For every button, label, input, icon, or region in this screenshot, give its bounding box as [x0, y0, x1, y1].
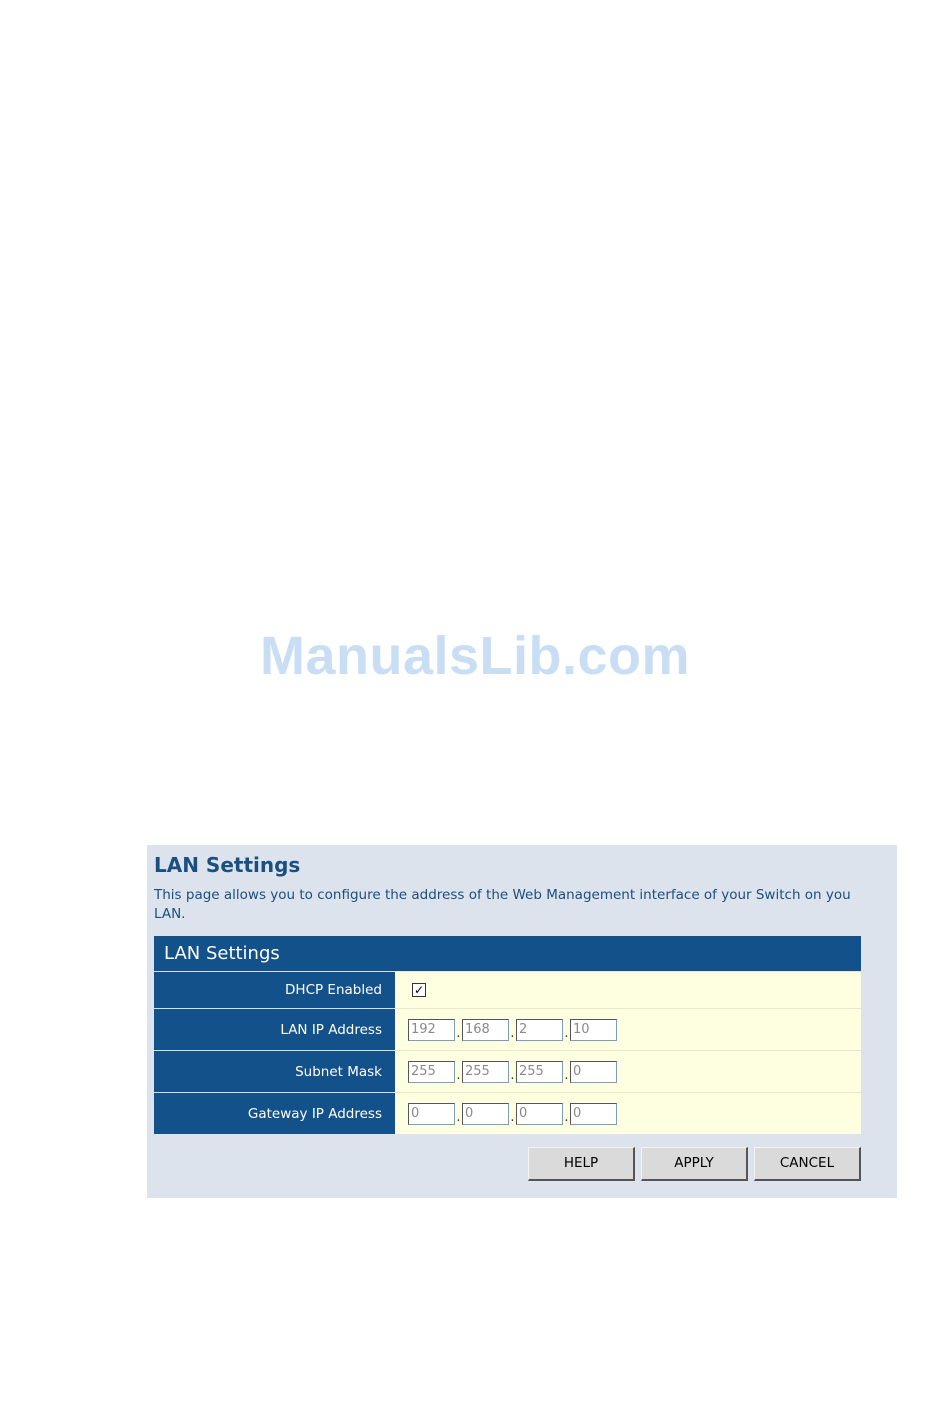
gateway-octet-2[interactable]: 0 [462, 1103, 509, 1125]
octet-separator: . [456, 1110, 461, 1125]
dhcp-value [395, 971, 861, 1008]
watermark: ManualsLib.com [259, 626, 691, 686]
subnet-label: Subnet Mask [154, 1050, 395, 1092]
lan-ip-octet-4[interactable]: 10 [570, 1019, 617, 1041]
lan-ip-octet-1[interactable]: 192 [408, 1019, 455, 1041]
dhcp-row [154, 971, 861, 1008]
octet-separator: . [510, 1068, 515, 1083]
gateway-octet-3[interactable]: 0 [516, 1103, 563, 1125]
button-bar [528, 1147, 861, 1181]
gateway-row [154, 1092, 861, 1134]
octet-separator: . [456, 1026, 461, 1041]
octet-separator: . [510, 1110, 515, 1125]
lan-ip-octet-3[interactable]: 2 [516, 1019, 563, 1041]
subnet-row [154, 1050, 861, 1092]
section-header: LAN Settings [154, 936, 861, 971]
apply-button[interactable]: APPLY [641, 1147, 748, 1181]
octet-separator: . [510, 1026, 515, 1041]
octet-separator: . [564, 1026, 569, 1041]
lan-ip-octet-2[interactable]: 168 [462, 1019, 509, 1041]
lan-settings-table [154, 936, 861, 1134]
subnet-octet-3[interactable]: 255 [516, 1061, 563, 1083]
lan-ip-value [395, 1008, 861, 1050]
octet-separator: . [564, 1068, 569, 1083]
subnet-octet-4[interactable]: 0 [570, 1061, 617, 1083]
gateway-octet-4[interactable]: 0 [570, 1103, 617, 1125]
help-button[interactable]: HELP [528, 1147, 635, 1181]
octet-separator: . [456, 1068, 461, 1083]
lan-ip-row [154, 1008, 861, 1050]
subnet-value [395, 1050, 861, 1092]
page-description: This page allows you to configure the address of the Web Management interface of your Switch on you LAN. [154, 887, 851, 922]
gateway-octet-1[interactable]: 0 [408, 1103, 455, 1125]
dhcp-label: DHCP Enabled [154, 971, 395, 1008]
gateway-value [395, 1092, 861, 1134]
gateway-label: Gateway IP Address [154, 1092, 395, 1134]
lan-settings-panel [147, 845, 897, 1198]
dhcp-enabled-checkbox[interactable]: ✓ [413, 983, 425, 997]
cancel-button[interactable]: CANCEL [754, 1147, 861, 1181]
lan-ip-label: LAN IP Address [154, 1008, 395, 1050]
octet-separator: . [564, 1110, 569, 1125]
subnet-octet-1[interactable]: 255 [408, 1061, 455, 1083]
page-title: LAN Settings [154, 853, 301, 877]
subnet-octet-2[interactable]: 255 [462, 1061, 509, 1083]
